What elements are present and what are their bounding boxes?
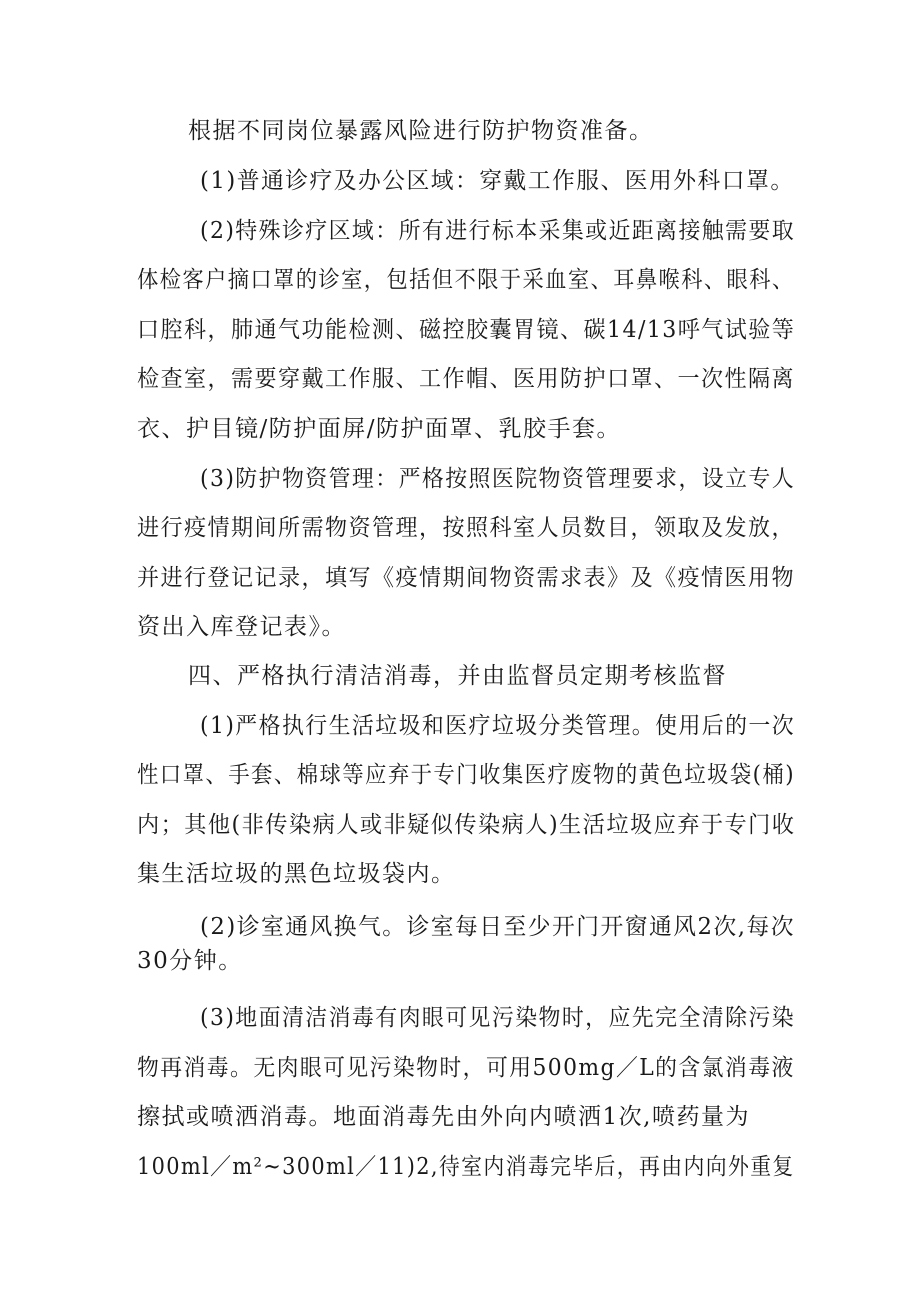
text-line: 检查室，需要穿戴工作服、工作帽、医用防护口罩、一次性隔离 [137,366,796,392]
text-line: (3)地面清洁消毒有肉眼可见污染物时，应先完全清除污染 [200,1005,796,1031]
text-line: 100ml／m²~300ml／11)2,待室内消毒完毕后，再由内向外重复 [137,1154,795,1180]
text-line: 口腔科，肺通气功能检测、磁控胶囊胃镜、碳14/13呼气试验等 [137,317,796,343]
text-line: 性口罩、手套、棉球等应弃于专门收集医疗废物的黄色垃圾袋(桶) [137,762,795,788]
text-line: (1)严格执行生活垃圾和医疗垃圾分类管理。使用后的一次 [200,713,796,739]
text-line: 集生活垃圾的黑色垃圾袋内。 [137,861,456,887]
text-line: 衣、护目镜/防护面屏/防护面罩、乳胶手套。 [137,416,621,442]
text-line: 30分钟。 [137,948,243,974]
text-line: (2)诊室通风换气。诊室每日至少开门开窗通风2次,每次 [200,914,796,940]
text-line: (1)普通诊疗及办公区域：穿戴工作服、医用外科口罩。 [200,168,795,194]
text-line: 内；其他(非传染病人或非疑似传染病人)生活垃圾应弃于专门收 [137,812,796,838]
text-line: 并进行登记记录，填写《疫情期间物资需求表》及《疫情医用物 [137,565,796,591]
text-line: 根据不同岗位暴露风险进行防护物资准备。 [188,118,654,144]
text-line: 体检客户摘口罩的诊室，包括但不限于采血室、耳鼻喉科、眼科、 [137,267,795,293]
text-line: 进行疫情期间所需物资管理，按照科室人员数目，领取及发放， [137,515,796,541]
text-line: 资出入库登记表》。 [137,614,346,640]
text-line: 物再消毒。无肉眼可见污染物时，可用500mg／L的含氯消毒液 [137,1055,795,1081]
text-line: 擦拭或喷洒消毒。地面消毒先由外向内喷洒1次,喷药量为 [137,1104,750,1130]
text-line: (2)特殊诊疗区域：所有进行标本采集或近距离接触需要取 [200,218,796,244]
section-title: 四、严格执行清洁消毒，并由监督员定期考核监督 [188,663,727,689]
text-line: (3)防护物资管理：严格按照医院物资管理要求，设立专人 [200,466,796,492]
